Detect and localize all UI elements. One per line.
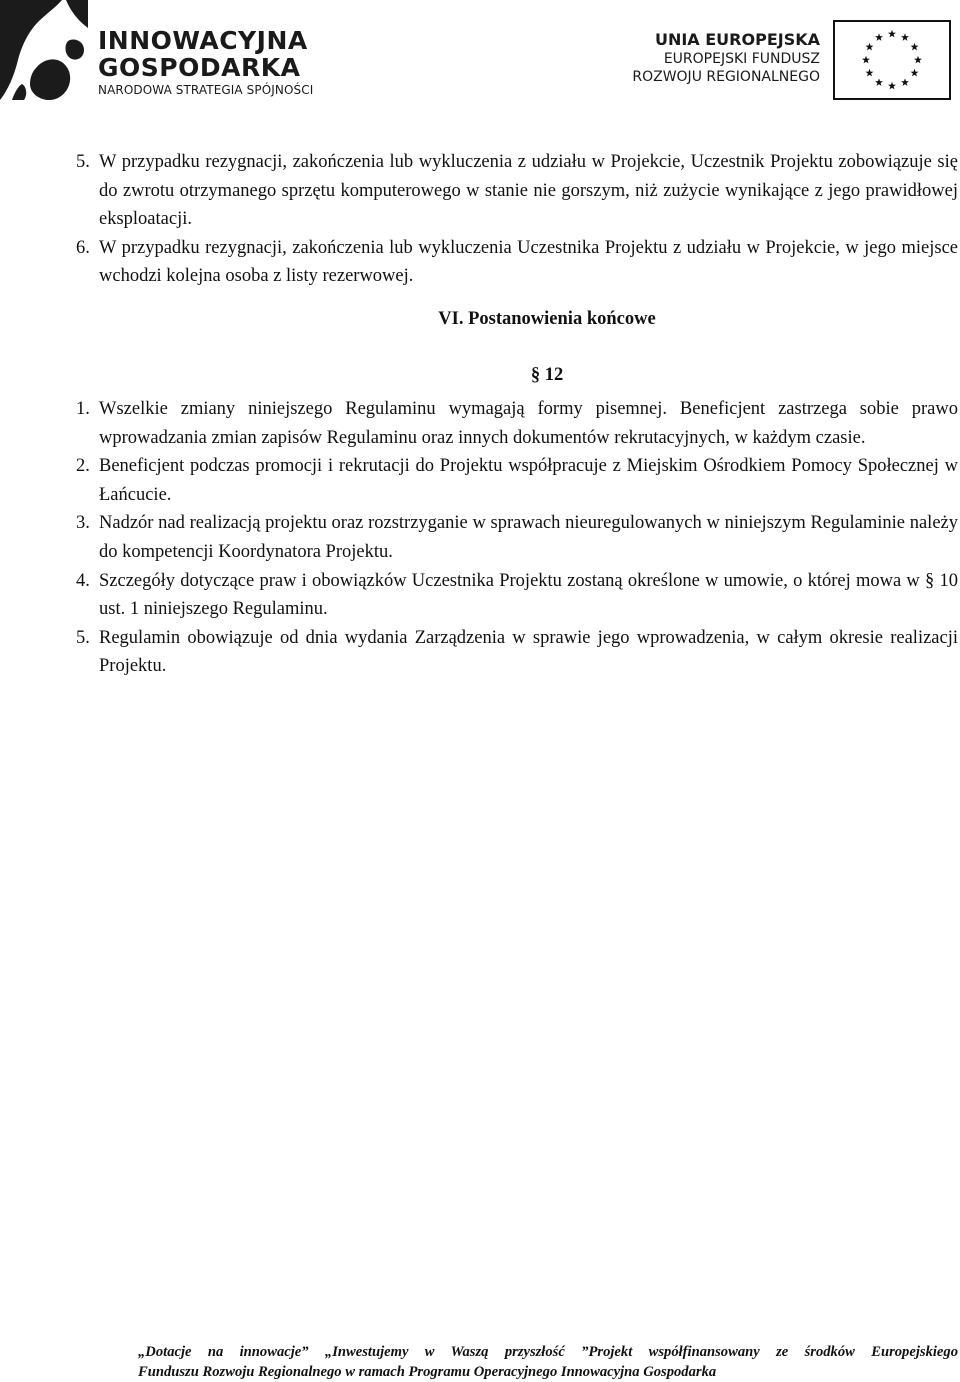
- item-text: Wszelkie zmiany niniejszego Regulaminu wymagają formy pisemnej. Beneficjent zastrzega sobie prawo wprowadzania zmian zapisów Regulaminu oraz innych dokumentów rekrutacyjnych, w każdym czasie.: [99, 398, 958, 448]
- footer-line-2: Funduszu Rozwoju Regionalnego w ramach Programu Operacyjnego Innowacyjna Gospodarka: [138, 1364, 717, 1380]
- item-text: Nadzór nad realizacją projektu oraz rozstrzyganie w sprawach nieuregulowanych w niniejszym Regulaminie należy do kompetencji Koordynatora Projektu.: [99, 513, 958, 562]
- item-number: 4.: [76, 570, 90, 591]
- list-item: [76, 234, 958, 291]
- item-text: Szczegóły dotyczące praw i obowiązków Uczestnika Projektu zostaną określone w umowie, o której mowa w § 10 ust. 1 niniejszego Regulaminu.: [99, 570, 958, 620]
- item-number: 3.: [76, 513, 90, 534]
- list-item: [76, 509, 958, 566]
- section-title: VI. Postanowienia końcowe: [438, 308, 656, 329]
- eu-logo-line-1: UNIA EUROPEJSKA: [654, 30, 820, 49]
- item-number: 2.: [76, 456, 90, 477]
- list-item: [76, 567, 958, 624]
- paragraph-number: § 12: [530, 364, 564, 385]
- item-text: Beneficjent podczas promocji i rekrutacji do Projektu współpracuje z Miejskim Ośrodkiem Pomocy Społecznej w Łańcucie.: [99, 456, 958, 505]
- logo-line-2: GOSPODARKA: [98, 53, 301, 82]
- footer-line-1: „Dotacje na innowacje” „Inwestujemy w Waszą przyszłość ”Projekt współfinansowany ze środków Europejskiego: [138, 1344, 958, 1360]
- regulation-content: [76, 148, 958, 681]
- eu-logo-line-2: EUROPEJSKI FUNDUSZ: [663, 51, 820, 67]
- eu-logo-line-3: ROZWOJU REGIONALNEGO: [632, 69, 820, 85]
- item-text: W przypadku rezygnacji, zakończenia lub wykluczenia z udziału w Projekcie, Uczestnik Projektu zobowiązuje się do zwrotu otrzymanego sprzętu komputerowego w stanie nie gorszym, niż zużycie wynikające z jego prawidłowej eksploatacji.: [99, 152, 958, 230]
- eu-logo: [620, 14, 960, 104]
- item-number: 5.: [76, 627, 90, 648]
- list-item: [76, 148, 958, 234]
- item-number: 5.: [76, 152, 90, 172]
- item-number: 6.: [76, 237, 90, 258]
- list-item: [76, 624, 958, 681]
- eu-flag-icon: [833, 20, 951, 100]
- innowacyjna-gospodarka-logo: [0, 0, 340, 100]
- logo-line-1: INNOWACYJNA: [98, 26, 308, 55]
- item-text: Regulamin obowiązuje od dnia wydania Zarządzenia w sprawie jego wprowadzenia, w całym okresie realizacji Projektu.: [99, 627, 958, 677]
- page-footer: [138, 1342, 958, 1382]
- list-item: [76, 395, 958, 452]
- list-item: [76, 452, 958, 509]
- item-number: 1.: [76, 398, 90, 419]
- item-text: W przypadku rezygnacji, zakończenia lub wykluczenia Uczestnika Projektu z udziału w Projekcie, w jego miejsce wchodzi kolejna osoba z listy rezerwowej.: [99, 237, 958, 287]
- innowacyjna-gospodarka-mark-icon: [0, 0, 88, 100]
- logo-line-3: NARODOWA STRATEGIA SPÓJNOŚCI: [98, 83, 314, 97]
